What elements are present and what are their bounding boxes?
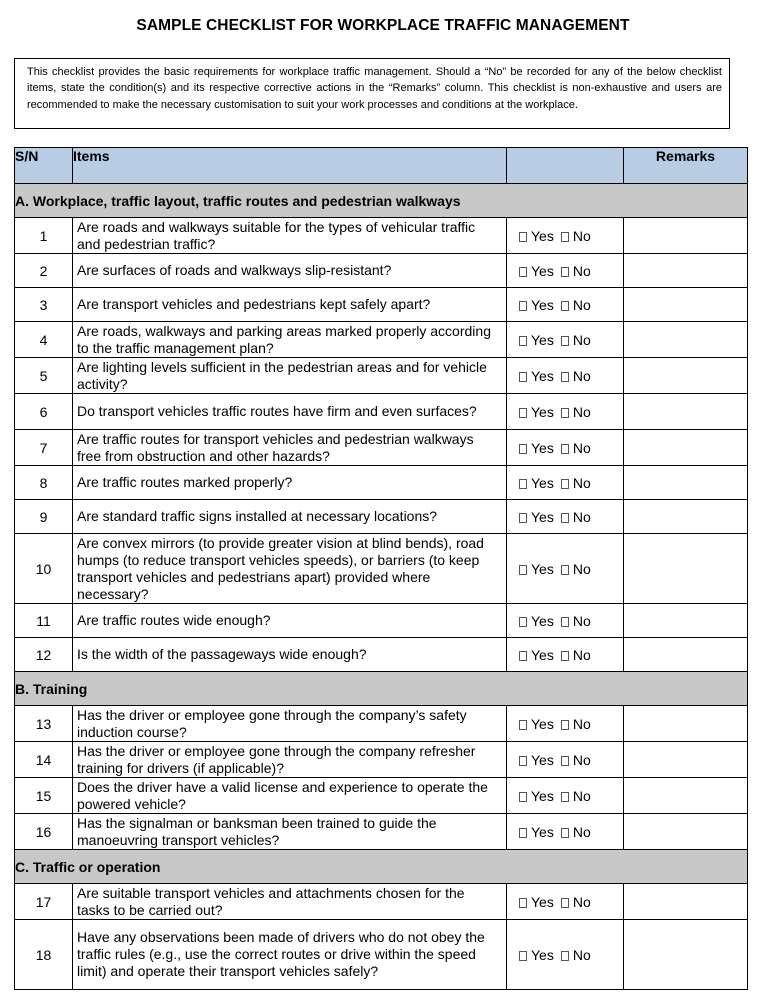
no-checkbox[interactable]	[561, 408, 569, 418]
table-row	[15, 884, 748, 920]
no-label: No	[572, 403, 591, 420]
row-item-text: Do transport vehicles traffic routes have firm and even surfaces?	[73, 394, 507, 430]
header-items: Items	[73, 148, 507, 184]
table-row	[15, 358, 748, 394]
yes-label: Yes	[531, 787, 554, 804]
table-row	[15, 742, 748, 778]
yes-checkbox[interactable]	[519, 617, 527, 627]
yes-label: Yes	[531, 403, 554, 420]
no-label: No	[572, 367, 591, 384]
no-checkbox[interactable]	[561, 898, 569, 908]
row-sn: 17	[15, 884, 73, 920]
remarks-cell[interactable]	[624, 604, 748, 638]
table-row	[15, 322, 748, 358]
yes-no-cell	[507, 638, 624, 672]
row-sn: 9	[15, 500, 73, 534]
row-item-text: Are suitable transport vehicles and attachments chosen for the tasks to be carried out?	[73, 884, 507, 920]
yes-label: Yes	[531, 296, 554, 313]
row-sn: 12	[15, 638, 73, 672]
no-checkbox[interactable]	[561, 372, 569, 382]
row-sn: 11	[15, 604, 73, 638]
no-checkbox[interactable]	[561, 232, 569, 242]
yes-checkbox[interactable]	[519, 720, 527, 730]
yes-no-cell	[507, 322, 624, 358]
remarks-cell[interactable]	[624, 920, 748, 990]
yes-label: Yes	[531, 474, 554, 491]
no-label: No	[572, 508, 591, 525]
no-checkbox[interactable]	[561, 444, 569, 454]
no-label: No	[572, 823, 591, 840]
yes-no-cell	[507, 814, 624, 850]
no-label: No	[572, 946, 591, 963]
row-item-text: Are traffic routes wide enough?	[73, 604, 507, 638]
yes-no-cell	[507, 884, 624, 920]
remarks-cell[interactable]	[624, 638, 748, 672]
yes-no-cell	[507, 604, 624, 638]
no-checkbox[interactable]	[561, 951, 569, 961]
row-item-text: Have any observations been made of drivers who do not obey the traffic rules (e.g., use the correct routes or drive within the speed limit) and operate their transport vehicles safely?	[73, 920, 507, 990]
row-sn: 7	[15, 430, 73, 466]
row-sn: 5	[15, 358, 73, 394]
no-label: No	[572, 646, 591, 663]
row-sn: 13	[15, 706, 73, 742]
header-remarks: Remarks	[624, 148, 748, 184]
row-sn: 15	[15, 778, 73, 814]
checklist-table	[14, 147, 748, 990]
no-checkbox[interactable]	[561, 301, 569, 311]
yes-no-cell	[507, 394, 624, 430]
no-label: No	[572, 893, 591, 910]
yes-label: Yes	[531, 715, 554, 732]
remarks-cell[interactable]	[624, 218, 748, 254]
row-item-text: Are lighting levels sufficient in the pedestrian areas and for vehicle activity?	[73, 358, 507, 394]
no-label: No	[572, 296, 591, 313]
row-item-text: Are roads and walkways suitable for the types of vehicular traffic and pedestrian traffic?	[73, 218, 507, 254]
no-checkbox[interactable]	[561, 336, 569, 346]
yes-checkbox[interactable]	[519, 444, 527, 454]
table-row	[15, 706, 748, 742]
yes-label: Yes	[531, 508, 554, 525]
row-sn: 10	[15, 534, 73, 604]
no-checkbox[interactable]	[561, 651, 569, 661]
remarks-cell[interactable]	[624, 814, 748, 850]
table-row	[15, 778, 748, 814]
yes-no-cell	[507, 742, 624, 778]
row-sn: 3	[15, 288, 73, 322]
remarks-cell[interactable]	[624, 430, 748, 466]
section-row	[15, 184, 748, 218]
yes-no-cell	[507, 288, 624, 322]
yes-checkbox[interactable]	[519, 267, 527, 277]
remarks-cell[interactable]	[624, 706, 748, 742]
section-row	[15, 672, 748, 706]
remarks-cell[interactable]	[624, 394, 748, 430]
yes-checkbox[interactable]	[519, 479, 527, 489]
yes-label: Yes	[531, 227, 554, 244]
yes-checkbox[interactable]	[519, 232, 527, 242]
row-item-text: Are transport vehicles and pedestrians kept safely apart?	[73, 288, 507, 322]
row-item-text: Are standard traffic signs installed at necessary locations?	[73, 500, 507, 534]
table-row	[15, 254, 748, 288]
yes-checkbox[interactable]	[519, 951, 527, 961]
no-label: No	[572, 262, 591, 279]
yes-checkbox[interactable]	[519, 301, 527, 311]
no-label: No	[572, 474, 591, 491]
no-checkbox[interactable]	[561, 267, 569, 277]
row-sn: 4	[15, 322, 73, 358]
section-row	[15, 850, 748, 884]
table-row	[15, 394, 748, 430]
remarks-cell[interactable]	[624, 466, 748, 500]
table-row	[15, 920, 748, 990]
table-row	[15, 638, 748, 672]
yes-no-cell	[507, 218, 624, 254]
table-row	[15, 604, 748, 638]
row-sn: 8	[15, 466, 73, 500]
no-label: No	[572, 227, 591, 244]
yes-checkbox[interactable]	[519, 336, 527, 346]
yes-checkbox[interactable]	[519, 898, 527, 908]
yes-label: Yes	[531, 946, 554, 963]
yes-no-cell	[507, 706, 624, 742]
remarks-cell[interactable]	[624, 254, 748, 288]
section-title: B. Training	[15, 672, 748, 706]
yes-no-cell	[507, 430, 624, 466]
table-row	[15, 288, 748, 322]
yes-label: Yes	[531, 560, 554, 577]
table-row	[15, 430, 748, 466]
intro-box: This checklist provides the basic requirements for workplace traffic management. Should a “No” be recorded for any of the below checklist items, state the condition(s) and its respective corrective actions in the “Remarks” column. This checklist is non-exhaustive and users are recommended to make the necessary customisation to suit your work processes and conditions at the workplace.	[14, 58, 730, 129]
row-item-text: Are surfaces of roads and walkways slip-resistant?	[73, 254, 507, 288]
row-item-text: Has the driver or employee gone through the company refresher training for drivers (if applicable)?	[73, 742, 507, 778]
yes-no-cell	[507, 466, 624, 500]
yes-no-cell	[507, 254, 624, 288]
row-item-text: Are convex mirrors (to provide greater vision at blind bends), road humps (to reduce transport vehicles speeds), or barriers (to keep transport vehicles and pedestrians apart) provided where necessary?	[73, 534, 507, 604]
no-checkbox[interactable]	[561, 565, 569, 575]
remarks-cell[interactable]	[624, 322, 748, 358]
row-sn: 14	[15, 742, 73, 778]
row-item-text: Does the driver have a valid license and experience to operate the powered vehicle?	[73, 778, 507, 814]
no-checkbox[interactable]	[561, 828, 569, 838]
row-item-text: Is the width of the passageways wide enough?	[73, 638, 507, 672]
row-item-text: Are traffic routes marked properly?	[73, 466, 507, 500]
row-sn: 6	[15, 394, 73, 430]
row-sn: 1	[15, 218, 73, 254]
yes-checkbox[interactable]	[519, 372, 527, 382]
yes-label: Yes	[531, 439, 554, 456]
yes-label: Yes	[531, 893, 554, 910]
row-item-text: Has the signalman or banksman been trained to guide the manoeuvring transport vehicles?	[73, 814, 507, 850]
section-title: A. Workplace, traffic layout, traffic routes and pedestrian walkways	[15, 184, 748, 218]
yes-no-cell	[507, 920, 624, 990]
no-checkbox[interactable]	[561, 720, 569, 730]
no-label: No	[572, 439, 591, 456]
no-checkbox[interactable]	[561, 617, 569, 627]
remarks-cell[interactable]	[624, 778, 748, 814]
no-checkbox[interactable]	[561, 792, 569, 802]
row-item-text: Are roads, walkways and parking areas marked properly according to the traffic management plan?	[73, 322, 507, 358]
yes-label: Yes	[531, 823, 554, 840]
remarks-cell[interactable]	[624, 288, 748, 322]
remarks-cell[interactable]	[624, 358, 748, 394]
remarks-cell[interactable]	[624, 534, 748, 604]
row-sn: 16	[15, 814, 73, 850]
row-sn: 18	[15, 920, 73, 990]
yes-checkbox[interactable]	[519, 792, 527, 802]
no-checkbox[interactable]	[561, 513, 569, 523]
no-label: No	[572, 612, 591, 629]
yes-label: Yes	[531, 612, 554, 629]
yes-checkbox[interactable]	[519, 651, 527, 661]
header-answer	[507, 148, 624, 184]
yes-label: Yes	[531, 331, 554, 348]
yes-checkbox[interactable]	[519, 408, 527, 418]
header-sn: S/N	[15, 148, 73, 184]
yes-label: Yes	[531, 646, 554, 663]
no-label: No	[572, 787, 591, 804]
no-checkbox[interactable]	[561, 756, 569, 766]
table-row	[15, 466, 748, 500]
yes-no-cell	[507, 778, 624, 814]
remarks-cell[interactable]	[624, 742, 748, 778]
table-row	[15, 534, 748, 604]
table-row	[15, 500, 748, 534]
no-label: No	[572, 560, 591, 577]
yes-checkbox[interactable]	[519, 756, 527, 766]
yes-checkbox[interactable]	[519, 828, 527, 838]
no-checkbox[interactable]	[561, 479, 569, 489]
table-row	[15, 218, 748, 254]
yes-no-cell	[507, 500, 624, 534]
remarks-cell[interactable]	[624, 500, 748, 534]
table-header	[15, 148, 748, 184]
no-label: No	[572, 331, 591, 348]
yes-no-cell	[507, 358, 624, 394]
row-sn: 2	[15, 254, 73, 288]
page-title: SAMPLE CHECKLIST FOR WORKPLACE TRAFFIC MANAGEMENT	[136, 17, 630, 34]
yes-label: Yes	[531, 751, 554, 768]
table-row	[15, 814, 748, 850]
no-label: No	[572, 715, 591, 732]
yes-label: Yes	[531, 367, 554, 384]
row-item-text: Are traffic routes for transport vehicles and pedestrian walkways free from obstruction and other hazards?	[73, 430, 507, 466]
no-label: No	[572, 751, 591, 768]
yes-no-cell	[507, 534, 624, 604]
yes-checkbox[interactable]	[519, 565, 527, 575]
yes-label: Yes	[531, 262, 554, 279]
row-item-text: Has the driver or employee gone through the company’s safety induction course?	[73, 706, 507, 742]
yes-checkbox[interactable]	[519, 513, 527, 523]
remarks-cell[interactable]	[624, 884, 748, 920]
section-title: C. Traffic or operation	[15, 850, 748, 884]
